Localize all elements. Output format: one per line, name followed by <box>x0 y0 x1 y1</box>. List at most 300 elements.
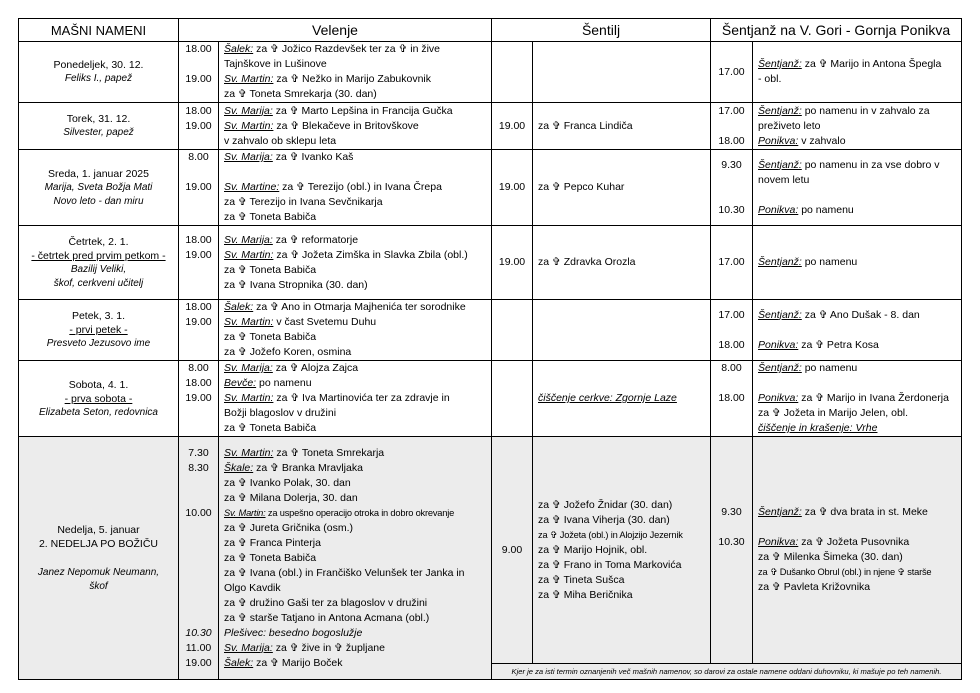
day-row <box>19 437 962 664</box>
sentilj-times-cell <box>492 42 533 103</box>
day-observance: - četrtek pred prvim petkom - <box>31 249 166 262</box>
sentjanz-place-label: Ponikva: <box>758 536 799 548</box>
sentjanz-intention-text: za ✞ Dušanko Obrul (obl.) in njene ✞ starše <box>758 567 932 577</box>
velenje-line <box>224 72 491 87</box>
sentilj-intention-text: za ✞ Miha Beričnika <box>538 588 633 601</box>
velenje-time <box>179 278 218 293</box>
velenje-intention-text: za ✞ Jožico Razdevšek ter za ✞ in žive <box>253 43 441 55</box>
velenje-time: 19.00 <box>185 119 212 132</box>
velenje-line <box>224 315 491 330</box>
velenje-intention-text: za ✞ Terezijo in Ivana Sevčnikarja <box>224 196 383 208</box>
sentjanz-time: 17.00 <box>718 104 745 117</box>
velenje-intention-text: za ✞ Ivana (obl.) in Frančiško Velunšek ter Janka in <box>224 566 465 579</box>
velenje-line <box>224 446 491 461</box>
sentjanz-intentions-cell <box>753 150 962 226</box>
sentilj-line <box>538 180 710 195</box>
velenje-line <box>224 476 491 491</box>
sentilj-intentions-cell <box>533 437 711 664</box>
velenje-time <box>179 165 218 180</box>
sentjanz-intentions-cell <box>753 437 962 664</box>
header-masni-nameni: MAŠNI NAMENI <box>19 19 179 42</box>
velenje-time: 7.30 <box>188 446 209 459</box>
sentjanz-place-label: Šentjanž: <box>758 104 802 117</box>
velenje-line <box>224 134 491 149</box>
sentjanz-intention-text: po namenu in v zahvalo za <box>801 104 930 117</box>
sentjanz-place-label: Šentjanž: <box>758 256 802 268</box>
velenje-place-label: Sv. Marija: <box>224 641 273 654</box>
sentjanz-time: 17.00 <box>718 308 745 321</box>
sentilj-line <box>538 119 710 134</box>
sentjanz-times-cell <box>711 42 753 103</box>
header-row <box>19 19 962 42</box>
velenje-time: 19.00 <box>185 316 212 328</box>
sentilj-times-cell <box>492 150 533 226</box>
sentjanz-time: 18.00 <box>718 134 745 147</box>
velenje-time: 19.00 <box>185 392 212 404</box>
mass-intentions-table <box>18 18 962 680</box>
sentjanz-intentions-cell <box>753 300 962 361</box>
velenje-intention-text: za ✞ Toneta Babiča <box>224 211 317 223</box>
sentjanz-time <box>711 173 752 188</box>
sentjanz-place-label: Ponikva: <box>758 392 799 404</box>
sentjanz-line <box>758 308 961 323</box>
sentjanz-intention-text: preživeto leto <box>758 119 821 132</box>
sentjanz-time: 10.30 <box>718 536 745 548</box>
velenje-intention-text: za ✞ Toneta Babiča <box>224 331 317 343</box>
velenje-time <box>179 345 218 360</box>
velenje-intention-text: za ✞ Marto Lepšina in Francija Gučka <box>272 104 453 117</box>
sentjanz-intention-text: po namenu <box>801 362 858 374</box>
velenje-place-label: Bevče: <box>224 377 257 389</box>
sentjanz-intention-text: za ✞ Marijo in Ivana Žerdonerja <box>798 392 949 404</box>
sentjanz-intention-text: za ✞ Ano Dušak - 8. dan <box>801 308 920 321</box>
sentjanz-line <box>758 535 961 550</box>
sentilj-line <box>538 255 710 270</box>
velenje-time: 10.00 <box>185 506 212 519</box>
sentilj-times-cell <box>492 226 533 300</box>
day-cell <box>19 42 179 103</box>
velenje-time <box>179 421 218 436</box>
sentjanz-time <box>711 580 752 595</box>
sentilj-intention-text: za ✞ Jožeta (obl.) in Alojzijo Jezernik <box>538 529 683 540</box>
sentilj-line <box>538 513 710 528</box>
sentjanz-intention-text: za ✞ Petra Kosa <box>798 338 879 351</box>
velenje-line <box>224 551 491 566</box>
velenje-times-cell <box>179 103 219 150</box>
sentilj-intentions-cell <box>533 361 711 437</box>
velenje-line <box>224 57 491 72</box>
day-saint: Bazilij Veliki, <box>70 263 127 275</box>
sentjanz-place-label: Šentjanž: <box>758 158 802 171</box>
day-saint: Marija, Sveta Božja Mati <box>44 181 153 193</box>
sentjanz-intentions-cell <box>753 361 962 437</box>
header-sentjanz-ponikva: Šentjanž na V. Gori - Gornja Ponikva <box>711 19 962 42</box>
day-row <box>19 226 962 300</box>
day-row <box>19 150 962 226</box>
day-name: Ponedeljek, 30. 12. <box>53 59 144 71</box>
day-name: Torek, 31. 12. <box>66 113 131 125</box>
sentjanz-line <box>758 565 961 580</box>
sentjanz-times-cell <box>711 103 753 150</box>
velenje-time <box>179 521 218 536</box>
velenje-intention-text: Olgo Kavdik <box>224 581 281 594</box>
day-name: Sreda, 1. januar 2025 <box>48 167 149 180</box>
sentjanz-time: 10.30 <box>718 203 745 216</box>
velenje-intention-text: za ✞ Iva Martinovića ter za zdravje in <box>273 392 450 404</box>
sentjanz-line <box>758 323 961 338</box>
velenje-time <box>179 134 218 149</box>
velenje-intention-text: za ✞ Milana Dolerja, 30. dan <box>224 491 358 504</box>
sentjanz-place-label: Ponikva: <box>758 338 799 351</box>
velenje-line <box>224 521 491 536</box>
velenje-intention-text: za ✞ Marijo Boček <box>253 656 343 669</box>
day-saint: Janez Nepomuk Neumann, <box>37 566 160 578</box>
velenje-times-cell <box>179 361 219 437</box>
sentjanz-intentions-cell <box>753 103 962 150</box>
day-name: Nedelja, 5. januar <box>57 523 140 536</box>
velenje-intention-text: za ✞ Ivanko Kaš <box>272 151 354 163</box>
day-cell <box>19 300 179 361</box>
velenje-time <box>179 581 218 596</box>
velenje-line <box>224 391 491 406</box>
velenje-line <box>224 248 491 263</box>
velenje-line <box>224 641 491 656</box>
sentjanz-intention-text: - obl. <box>758 73 782 85</box>
velenje-place-label: Šalek: <box>224 43 254 55</box>
sentjanz-place-label: Šentjanž: <box>758 506 802 518</box>
velenje-intention-text: za ✞ Toneta Babiča <box>224 263 317 276</box>
velenje-intention-text: za ✞ Jožeta Zimška in Slavka Zbila (obl.) <box>273 248 468 261</box>
sentjanz-intention-text: po namenu in za vse dobro v <box>801 158 940 171</box>
velenje-time: 19.00 <box>185 656 212 669</box>
velenje-line <box>224 566 491 581</box>
sentilj-intention-text: za ✞ Ivana Viherja (30. dan) <box>538 513 670 526</box>
day-saint: Novo leto - dan miru <box>53 195 144 207</box>
sentjanz-intentions-cell <box>753 226 962 300</box>
velenje-place-label: Sv. Martin: <box>224 248 274 261</box>
velenje-place-label: Sv. Marija: <box>224 104 273 117</box>
sentjanz-line <box>758 520 961 535</box>
velenje-time: 11.00 <box>185 641 212 654</box>
sentjanz-time <box>711 188 752 203</box>
sentilj-times-cell <box>492 361 533 437</box>
velenje-line <box>224 461 491 476</box>
sentjanz-time: 8.00 <box>721 362 742 374</box>
sentjanz-place-label: Ponikva: <box>758 203 799 216</box>
day-name: Petek, 3. 1. <box>71 310 126 322</box>
velenje-place-label: Šalek: <box>224 656 254 669</box>
footnote: Kjer je za isti termin oznanjenih več mašnih namenov, so darovi za ostale namene oddani duhovniku, ki mašuje po teh namenih. <box>492 664 962 680</box>
velenje-time: 8.30 <box>188 461 209 474</box>
velenje-line <box>224 180 491 195</box>
velenje-intentions-cell <box>219 300 492 361</box>
day-cell <box>19 437 179 680</box>
velenje-line <box>224 656 491 671</box>
sentilj-intentions-cell <box>533 42 711 103</box>
sentjanz-intention-text: novem letu <box>758 173 810 186</box>
sentilj-intention-text: za ✞ Tineta Sušca <box>538 573 625 586</box>
velenje-intention-text: v zahvalo ob sklepu leta <box>224 134 337 147</box>
velenje-intentions-cell <box>219 150 492 226</box>
sentjanz-intention-text: za ✞ Milenka Šimeka (30. dan) <box>758 551 903 563</box>
velenje-intention-text: za ✞ reformatorje <box>272 233 359 246</box>
velenje-intention-text: po namenu <box>256 377 312 389</box>
velenje-line <box>224 536 491 551</box>
sentilj-times-cell <box>492 437 533 664</box>
sentilj-intentions-cell <box>533 226 711 300</box>
velenje-time <box>179 566 218 581</box>
sentjanz-line <box>758 550 961 565</box>
day-saint: Silvester, papež <box>63 127 134 138</box>
sentjanz-time <box>711 550 752 565</box>
sentilj-time: 19.00 <box>498 181 526 193</box>
day-cell <box>19 226 179 300</box>
day-name: 2. NEDELJA PO BOŽIČU <box>38 537 159 550</box>
sentjanz-time <box>711 323 752 338</box>
velenje-time: 19.00 <box>185 73 212 85</box>
sentjanz-intentions-cell <box>753 42 962 103</box>
velenje-place-label: Sv. Marija: <box>224 151 273 163</box>
velenje-intention-text: za ✞ Terezijo (obl.) in Ivana Črepa <box>279 181 442 193</box>
sentilj-intentions-cell <box>533 103 711 150</box>
header-sentilj: Šentilj <box>492 19 711 42</box>
sentjanz-time: 18.00 <box>718 338 745 351</box>
velenje-line <box>224 406 491 421</box>
day-saint: škof, cerkveni učitelj <box>53 277 144 289</box>
velenje-line <box>224 165 491 180</box>
velenje-line <box>224 42 491 57</box>
day-row <box>19 42 962 103</box>
velenje-time: 18.00 <box>185 377 212 389</box>
sentilj-time: 19.00 <box>498 256 526 268</box>
velenje-intention-text: za ✞ Toneta Babiča <box>224 422 317 434</box>
velenje-line <box>224 596 491 611</box>
sentjanz-time <box>711 119 752 134</box>
sentilj-intention-text: za ✞ Marijo Hojnik, obl. <box>538 543 648 556</box>
velenje-time <box>179 330 218 345</box>
sentjanz-line <box>758 391 961 406</box>
sentjanz-intention-text: za ✞ Jožeta Pusovnika <box>798 536 910 548</box>
day-cell <box>19 361 179 437</box>
velenje-intention-text: za ✞ Ivana Stropnika (30. dan) <box>224 278 368 291</box>
velenje-intentions-cell <box>219 226 492 300</box>
sentjanz-time <box>711 376 752 391</box>
velenje-place-label: Sv. Martin: <box>224 316 274 328</box>
velenje-times-cell <box>179 300 219 361</box>
velenje-place-label: Sv. Martine: <box>224 181 280 193</box>
sentjanz-line <box>758 119 961 134</box>
sentjanz-line <box>758 406 961 421</box>
velenje-intentions-cell <box>219 42 492 103</box>
sentilj-intentions-cell <box>533 150 711 226</box>
velenje-place-label: Sv. Martin: <box>224 119 274 132</box>
velenje-line <box>224 611 491 626</box>
velenje-intention-text: za ✞ Toneta Babiča <box>224 551 317 564</box>
velenje-place-label: Sv. Martin: <box>224 507 266 518</box>
sentilj-times-cell <box>492 103 533 150</box>
day-saint: Feliks I., papež <box>64 73 133 84</box>
sentjanz-time: 18.00 <box>718 392 745 404</box>
sentjanz-intention-text: po namenu <box>801 256 858 268</box>
sentilj-intention-text: za ✞ Zdravka Orozla <box>538 256 636 268</box>
velenje-intention-text: za ✞ starše Tatjano in Antona Acmana (obl.) <box>224 611 430 624</box>
sentjanz-times-cell <box>711 361 753 437</box>
velenje-intention-text: Tajnškove in Lušinove <box>224 58 327 70</box>
velenje-line <box>224 195 491 210</box>
day-name: Sobota, 4. 1. <box>68 378 129 391</box>
sentjanz-time: 9.30 <box>721 506 742 518</box>
velenje-line <box>224 87 491 102</box>
velenje-time <box>179 263 218 278</box>
velenje-intention-text: za ✞ Toneta Smrekarja <box>273 446 385 459</box>
day-row <box>19 361 962 437</box>
sentjanz-place-label: Šentjanž: <box>758 58 802 70</box>
sentjanz-place-label: čiščenje in krašenje: Vrhe <box>758 422 878 434</box>
velenje-time <box>179 551 218 566</box>
velenje-intention-text: za ✞ Jožefo Koren, osmina <box>224 346 352 358</box>
day-cell <box>19 103 179 150</box>
sentjanz-intention-text: za ✞ Jožeta in Marijo Jelen, obl. <box>758 407 909 419</box>
header-velenje: Velenje <box>179 19 492 42</box>
velenje-time: 18.00 <box>185 43 212 55</box>
velenje-intention-text: Plešivec: besedno bogoslužje <box>224 626 363 639</box>
velenje-intention-text: za ✞ Nežko in Marijo Zabukovnik <box>273 73 432 85</box>
day-row <box>19 103 962 150</box>
velenje-times-cell <box>179 437 219 680</box>
velenje-line <box>224 233 491 248</box>
day-saint: Elizabeta Seton, redovnica <box>39 406 158 418</box>
sentjanz-time: 9.30 <box>721 158 742 171</box>
velenje-line <box>224 345 491 360</box>
day-observance: - prvi petek - <box>69 324 128 336</box>
sentilj-line <box>538 391 710 406</box>
sentjanz-intention-text: v zahvalo <box>798 134 846 147</box>
sentjanz-time <box>711 421 752 436</box>
sentilj-line <box>538 588 710 603</box>
sentjanz-time: 17.00 <box>718 256 745 268</box>
velenje-time: 8.00 <box>188 362 209 374</box>
velenje-line <box>224 263 491 278</box>
day-observance: - prva sobota - <box>64 392 133 405</box>
velenje-place-label: Sv. Martin: <box>224 73 274 85</box>
sentilj-time: 9.00 <box>501 543 523 556</box>
velenje-intentions-cell <box>219 103 492 150</box>
velenje-intention-text: za ✞ Toneta Smrekarja (30. dan) <box>224 88 377 100</box>
velenje-time <box>179 596 218 611</box>
sentilj-line <box>538 543 710 558</box>
velenje-line <box>224 119 491 134</box>
velenje-intention-text: za ✞ družino Gaši ter za blagoslov v družini <box>224 596 428 609</box>
sentjanz-place-label: Ponikva: <box>758 134 799 147</box>
velenje-times-cell <box>179 226 219 300</box>
velenje-intention-text: za ✞ Ano in Otmarja Majhenića ter sorodnike <box>253 301 466 313</box>
sentilj-time: 19.00 <box>498 119 526 132</box>
velenje-times-cell <box>179 42 219 103</box>
day-saint: škof <box>89 580 108 592</box>
day-row <box>19 300 962 361</box>
sentilj-intention-text: za ✞ Jožefo Žnidar (30. dan) <box>538 498 673 511</box>
sentjanz-intention-text: za ✞ dva brata in st. Meke <box>801 506 928 518</box>
sentilj-line <box>538 498 710 513</box>
sentjanz-times-cell <box>711 300 753 361</box>
sentjanz-place-label: Šentjanž: <box>758 308 802 321</box>
velenje-intentions-cell <box>219 437 492 680</box>
velenje-time: 19.00 <box>185 248 212 261</box>
velenje-time: 8.00 <box>188 151 209 163</box>
sentjanz-line <box>758 505 961 520</box>
velenje-intention-text: za ✞ Branka Mravljaka <box>253 461 363 474</box>
sentilj-place-label: čiščenje cerkve: Zgornje Laze <box>538 392 677 404</box>
sentjanz-line <box>758 203 961 218</box>
sentjanz-time <box>711 565 752 580</box>
sentilj-time <box>492 391 532 406</box>
velenje-time <box>179 87 218 102</box>
velenje-time <box>179 57 218 72</box>
sentjanz-intention-text: za ✞ Pavleta Križovnika <box>758 581 871 593</box>
sentjanz-intention-text: po namenu <box>798 203 854 216</box>
velenje-place-label: Šalek: <box>224 301 254 313</box>
velenje-time: 18.00 <box>185 233 212 246</box>
velenje-line <box>224 150 491 165</box>
velenje-place-label: Škale: <box>224 461 254 474</box>
velenje-intentions-cell <box>219 361 492 437</box>
velenje-intention-text: za ✞ žive in ✞ župljane <box>272 641 385 654</box>
sentjanz-line <box>758 134 961 149</box>
velenje-time <box>179 195 218 210</box>
mass-intentions-sheet <box>18 18 961 676</box>
sentjanz-line <box>758 158 961 173</box>
velenje-time <box>179 406 218 421</box>
day-name: Četrtek, 2. 1. <box>68 235 129 248</box>
velenje-line <box>224 210 491 225</box>
velenje-time: 10.30 <box>185 626 212 639</box>
sentilj-intention-text: za ✞ Frano in Toma Markovića <box>538 558 682 571</box>
sentjanz-line <box>758 580 961 595</box>
sentilj-line <box>538 528 710 543</box>
sentilj-times-cell <box>492 300 533 361</box>
sentilj-intention-text: za ✞ Pepco Kuhar <box>538 181 625 193</box>
velenje-place-label: Sv. Marija: <box>224 233 273 246</box>
sentilj-intentions-cell <box>533 300 711 361</box>
table-body <box>19 42 962 680</box>
sentjanz-time <box>711 406 752 421</box>
velenje-intention-text: za uspešno operacijo otroka in dobro okrevanje <box>265 507 455 518</box>
velenje-line <box>224 491 491 506</box>
sentjanz-line <box>758 376 961 391</box>
sentjanz-line <box>758 255 961 270</box>
velenje-intention-text: za ✞ Alojza Zajca <box>272 362 359 374</box>
velenje-times-cell <box>179 150 219 226</box>
velenje-place-label: Sv. Marija: <box>224 362 273 374</box>
velenje-line <box>224 626 491 641</box>
velenje-time <box>179 210 218 225</box>
spacer <box>19 551 178 566</box>
day-cell <box>19 150 179 226</box>
velenje-line <box>224 376 491 391</box>
sentilj-intention-text: za ✞ Franca Lindiča <box>538 119 633 132</box>
velenje-time: 18.00 <box>185 104 212 117</box>
velenje-time <box>179 476 218 491</box>
velenje-intention-text: v čast Svetemu Duhu <box>273 316 377 328</box>
sentjanz-line <box>758 173 961 188</box>
velenje-time <box>179 611 218 626</box>
sentjanz-times-cell <box>711 226 753 300</box>
sentjanz-line <box>758 72 961 87</box>
velenje-intention-text: Božji blagoslov v družini <box>224 407 337 419</box>
velenje-intention-text: za ✞ Franca Pinterja <box>224 536 321 549</box>
sentjanz-line <box>758 104 961 119</box>
velenje-line <box>224 421 491 436</box>
